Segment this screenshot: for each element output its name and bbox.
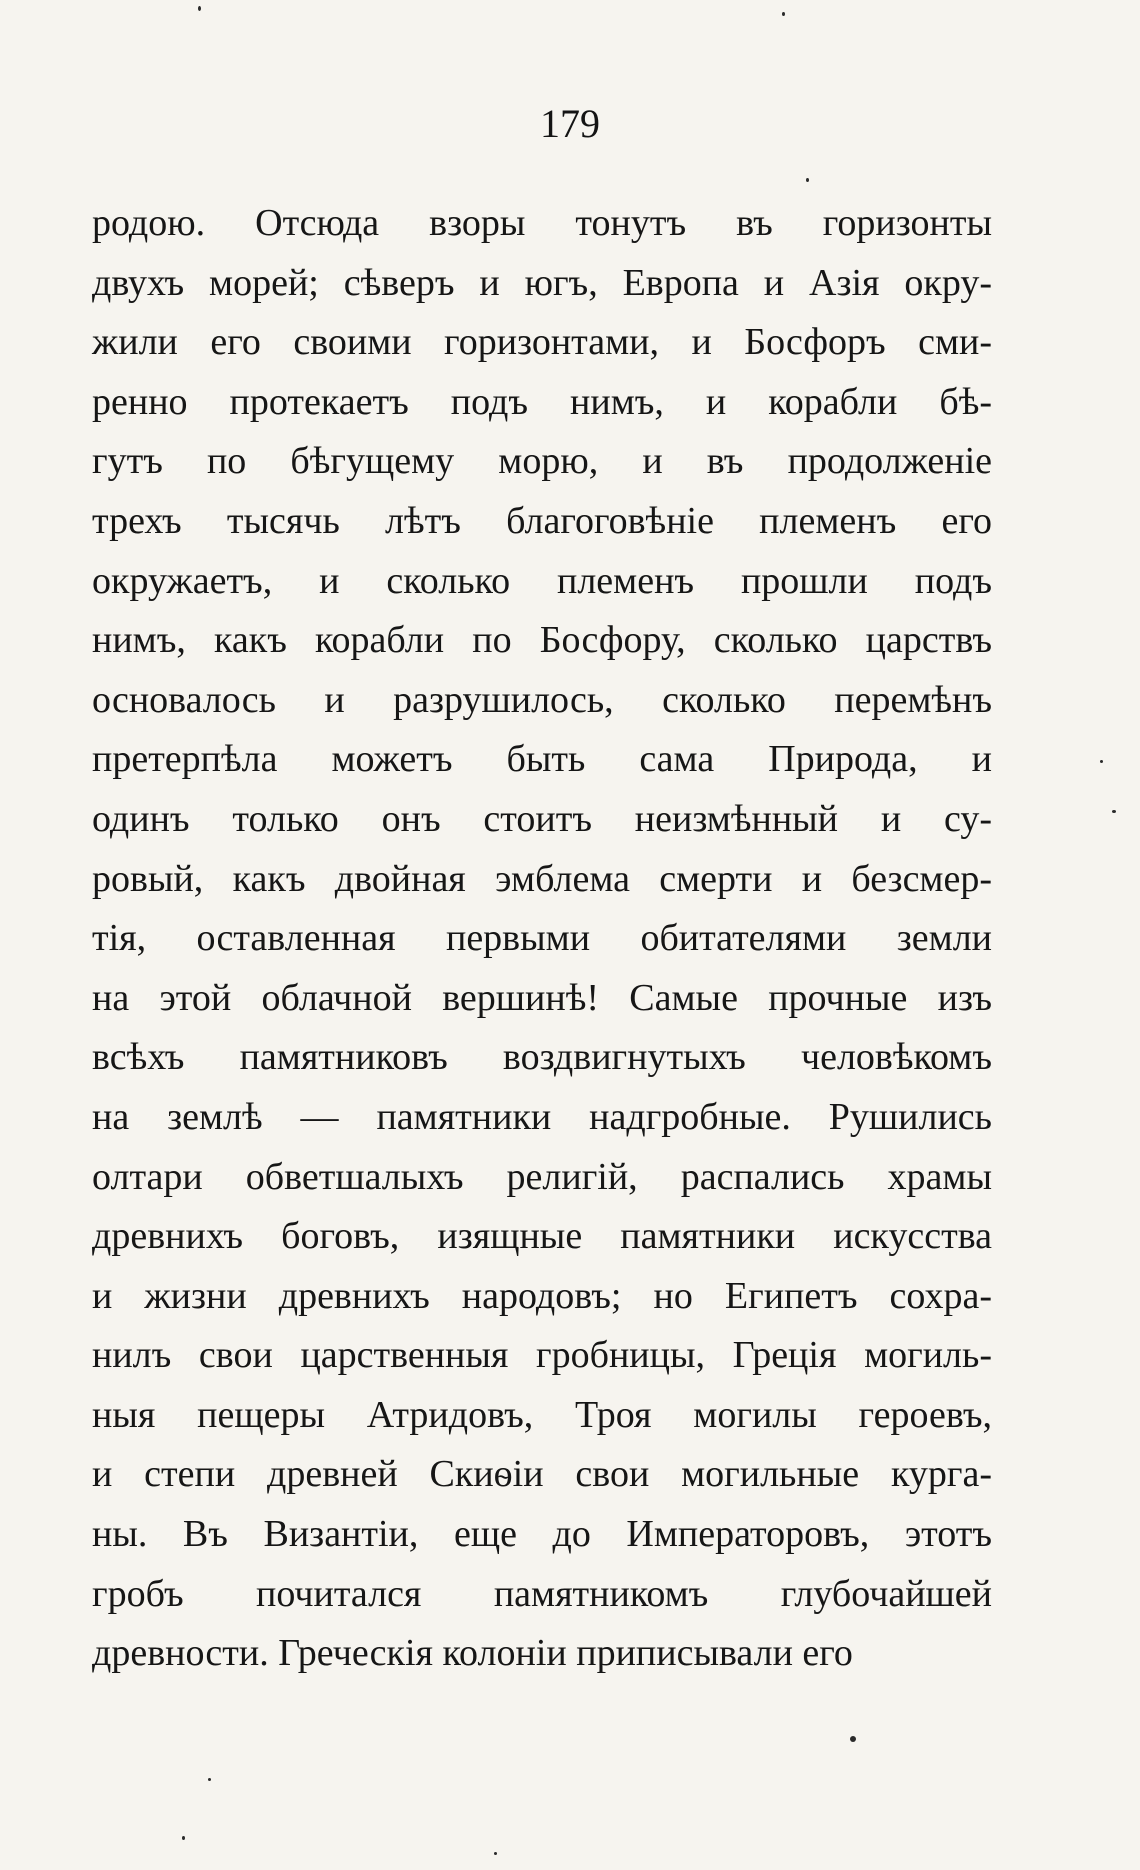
text-line: древности. Греческія колоніи приписывали его <box>92 1632 853 1675</box>
scan-speck <box>198 6 201 11</box>
text-line: нилъ свои царственныя гробницы, Греція могиль- <box>92 1334 992 1377</box>
body-text <box>92 194 992 1684</box>
text-line: претерпѣла можетъ быть сама Природа, и <box>92 738 992 781</box>
scan-speck <box>782 12 785 16</box>
scan-speck <box>494 1852 497 1855</box>
text-line: окружаетъ, и сколько племенъ прошли подъ <box>92 559 992 602</box>
text-line: и степи древней Скиѳіи свои могильные курга- <box>92 1453 992 1496</box>
text-line: ренно протекаетъ подъ нимъ, и корабли бѣ- <box>92 380 992 423</box>
scan-speck <box>182 1836 185 1840</box>
text-line: всѣхъ памятниковъ воздвигнутыхъ человѣкомъ <box>92 1036 992 1079</box>
text-line: родою. Отсюда взоры тонутъ въ горизонты <box>92 202 992 244</box>
text-line: ныя пещеры Атридовъ, Троя могилы героевъ, <box>92 1393 992 1436</box>
text-line: тія, оставленная первыми обитателями земли <box>92 917 992 960</box>
text-line: гробъ почитался памятникомъ глубочайшей <box>92 1572 992 1615</box>
scan-speck <box>1112 810 1116 813</box>
scan-speck <box>850 1736 856 1742</box>
text-line: основалось и разрушилось, сколько перемѣнъ <box>92 678 992 721</box>
text-line: двухъ морей; сѣверъ и югъ, Европа и Азія окру- <box>92 261 992 304</box>
scan-speck <box>1100 760 1103 763</box>
text-line: нимъ, какъ корабли по Босфору, сколько царствъ <box>92 619 992 662</box>
text-line: на землѣ — памятники надгробные. Рушились <box>92 1095 992 1138</box>
scan-speck <box>208 1778 211 1781</box>
scan-speck <box>806 178 809 182</box>
text-line: олтари обветшалыхъ религій, распались храмы <box>92 1155 992 1198</box>
text-line: на этой облачной вершинѣ! Самые прочные изъ <box>92 976 992 1019</box>
text-line: трехъ тысячь лѣтъ благоговѣніе племенъ его <box>92 499 992 542</box>
text-line: ны. Въ Византіи, еще до Императоровъ, этотъ <box>92 1513 992 1556</box>
text-line: гутъ по бѣгущему морю, и въ продолженіе <box>92 440 992 483</box>
page-number: 179 <box>540 101 600 146</box>
text-line: одинъ только онъ стоитъ неизмѣнный и су- <box>92 797 992 840</box>
text-line: ровый, какъ двойная эмблема смерти и безсмер- <box>92 857 992 900</box>
text-line: древнихъ боговъ, изящные памятники искусства <box>92 1215 992 1258</box>
text-line: и жизни древнихъ народовъ; но Египетъ сохра- <box>92 1274 992 1317</box>
text-line: жили его своими горизонтами, и Босфоръ сми- <box>92 321 992 364</box>
